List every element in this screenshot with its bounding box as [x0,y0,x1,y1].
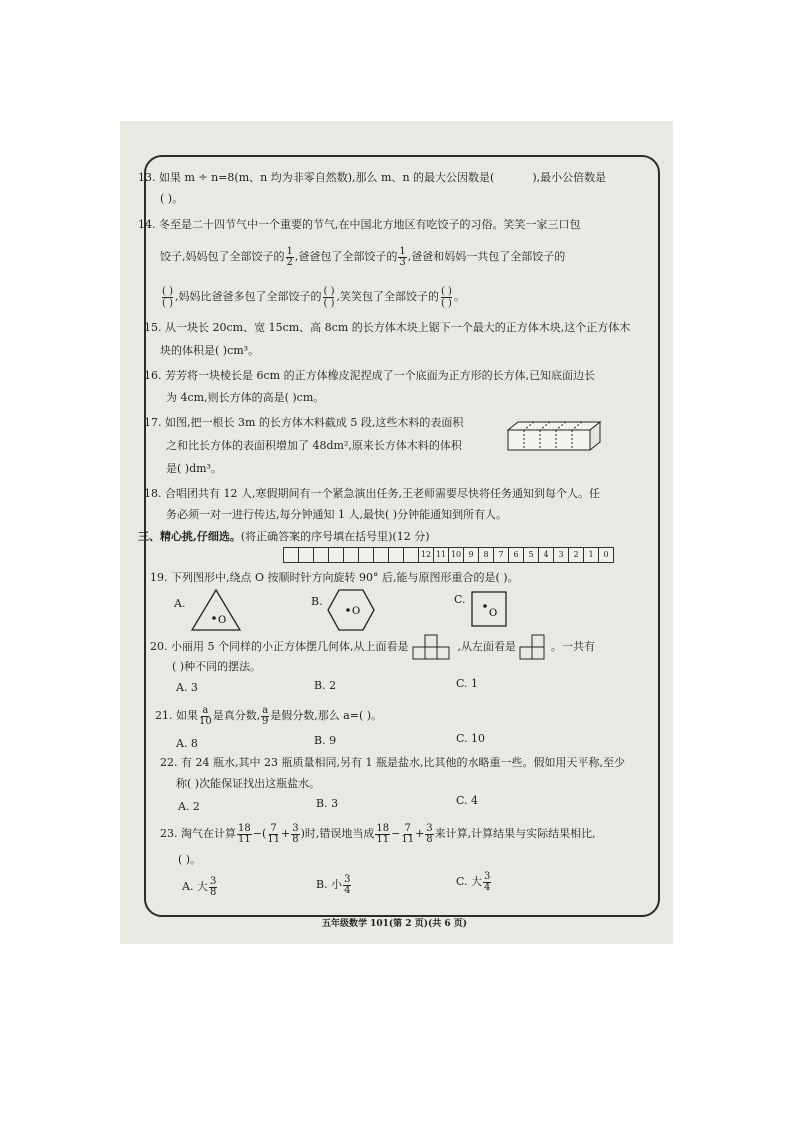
q13-line1: 13. 如果 m ÷ n=8(m、n 均为非零自然数),那么 m、n 的最大公因数是( [138,171,495,184]
answer-blank-fraction[interactable]: ( ) ( ) [162,285,173,309]
answer-blank-fraction[interactable]: ( ) ( ) [440,285,452,309]
q20-line2: ( )种不同的摆法。 [172,660,262,673]
answer-cell: 10 [448,547,464,563]
answer-cell [298,547,314,563]
q17-line3: 是( )dm³。 [166,462,222,475]
q16-line2: 为 4cm,则长方体的高是( )cm。 [166,391,325,404]
q13-line2: ( )。 [160,192,184,205]
q14-line3: ( ) ( ) ,妈妈比爸爸多包了全部饺子的 ( ) ( ) ,笑笑包了全部饺子的 ( ) ( ) 。 [162,285,465,309]
answer-cell [373,547,389,563]
q20-option-c[interactable]: C. 1 [456,677,479,690]
answer-cell: 4 [538,547,554,563]
q23-option-a[interactable]: A. 大 $\frac{3}{8}$ [182,875,217,898]
cuboid-wood-figure [506,420,602,452]
answer-cell: 12 [418,547,434,563]
fraction: $\frac{a}{10}$ [199,704,212,727]
q23-option-b[interactable]: B. 小 $\frac{3}{4}$ [316,873,351,896]
fraction: $\frac{18}{11}$ [238,822,251,845]
fraction: $\frac{18}{11}$ [376,822,390,845]
fraction: $\frac{3}{4}$ [484,870,491,893]
q23-stem: 23. 淘气在计算 $\frac{18}{11}$ −( $\frac{7}{11}$ + $\frac{3}{8}$ )时,错误地当成 $\frac{18}{11}$ − $\frac{7}{11}$ + $\frac{3}{8}$ 来计算,计算结果与实际结果相比, [160,822,596,845]
answer-cell: 7 [493,547,509,563]
answer-timer-cells [284,547,614,563]
q19-option-a-label[interactable]: A. [174,597,186,610]
answer-cell: 9 [463,547,479,563]
answer-cell: 11 [433,547,449,563]
q14-line2: 饺子,妈妈包了全部饺子的 $\frac{1}{2}$ ,爸爸包了全部饺子的 $\frac{1}{3}$ ,爸爸和妈妈一共包了全部饺子的 [160,245,566,268]
q17-line1: 17. 如图,把一根长 3m 的长方体木料截成 5 段,这些木料的表面积 [144,416,464,429]
fraction: $\frac{a}{9}$ [262,704,269,727]
q18-line2: 务必须一对一进行传达,每分钟通知 1 人,最快( )分钟能通知到所有人。 [166,508,508,521]
fraction: $\frac{3}{8}$ [292,822,299,845]
q15-line1: 15. 从一块长 20cm、宽 15cm、高 8cm 的长方体木块上锯下一个最大的正方体木块,这个正方体木 [144,321,631,334]
fraction: $\frac{1}{2}$ [286,245,293,268]
q22-line1: 22. 有 24 瓶水,其中 23 瓶质量相同,另有 1 瓶是盐水,比其他的水略重一些。假如用天平称,至少 [160,756,625,769]
fraction: $\frac{7}{11}$ [267,822,280,845]
q21-option-c[interactable]: C. 10 [456,732,486,745]
answer-cell: 1 [583,547,599,563]
answer-cell [328,547,344,563]
fraction: $\frac{7}{11}$ [401,822,415,845]
answer-cell: 5 [523,547,539,563]
q21-option-b[interactable]: B. 9 [314,734,337,747]
fraction: $\frac{3}{8}$ [426,822,433,845]
q19-stem: 19. 下列图形中,绕点 O 按顺时针方向旋转 90° 后,能与原图形重合的是( )。 [150,571,519,584]
fraction: $\frac{1}{3}$ [399,245,406,268]
q19-option-b-label[interactable]: B. [311,595,323,608]
q22-option-c[interactable]: C. 4 [456,794,479,807]
left-view-figure [519,634,547,660]
q16-line1: 16. 芳芳将一块棱长是 6cm 的正方体橡皮泥捏成了一个底面为正方形的长方体,已知底面边长 [144,369,596,382]
answer-blank-fraction[interactable]: ( ) ( ) [323,285,335,309]
section-3-heading: 三、精心挑,仔细选。(将正确答案的序号填在括号里)(12 分) [138,530,430,543]
answer-cell: 0 [598,547,614,563]
q18-line1: 18. 合唱团共有 12 人,寒假期间有一个紧急演出任务,王老师需要尽快将任务通知到每个人。任 [144,487,600,500]
hexagon-figure [326,588,376,632]
fraction: $\frac{3}{4}$ [344,873,351,896]
q23-line2: ( )。 [178,853,202,866]
top-view-figure [412,634,454,660]
q17-line2: 之和比长方体的表面积增加了 48dm²,原来长方体木料的体积 [166,439,462,452]
q20-option-b[interactable]: B. 2 [314,679,337,692]
question-13 [138,170,606,186]
q21-stem: 21. 如果 $\frac{a}{10}$ 是真分数, $\frac{a}{9}$ 是假分数,那么 a=( )。 [155,704,383,727]
q20-stem: 20. 小丽用 5 个同样的小正方体摆几何体,从上面看是 ,从左面看是 。一共有 [150,634,595,660]
q20-option-a[interactable]: A. 3 [176,681,198,694]
fraction: $\frac{3}{8}$ [209,875,217,898]
q21-option-a[interactable]: A. 8 [176,737,198,750]
q13-line1-end: ),最小公倍数是 [532,171,607,184]
answer-cell [313,547,329,563]
answer-cell [283,547,299,563]
page-footer: 五年级数学 101(第 2 页)(共 6 页) [322,919,468,929]
q22-line2: 称( )次能保证找出这瓶盐水。 [176,777,321,790]
answer-cell: 3 [553,547,569,563]
answer-cell: 2 [568,547,584,563]
point-o-label: O [489,608,498,619]
q22-option-a[interactable]: A. 2 [178,800,200,813]
answer-cell [358,547,374,563]
point-o-label: O [352,606,361,617]
q15-line2: 块的体积是( )cm³。 [160,344,260,357]
answer-cell [388,547,404,563]
answer-cell: 6 [508,547,524,563]
answer-cell [403,547,419,563]
triangle-figure [190,588,242,632]
square-figure [470,590,510,630]
q19-option-c-label[interactable]: C. [454,593,466,606]
answer-cell: 8 [478,547,494,563]
q14-line1: 14. 冬至是二十四节气中一个重要的节气,在中国北方地区有吃饺子的习俗。笑笑一家三口包 [138,218,581,231]
answer-cell [343,547,359,563]
q23-option-c[interactable]: C. 大 $\frac{3}{4}$ [456,870,491,893]
q22-option-b[interactable]: B. 3 [316,797,339,810]
point-o-label: O [218,615,227,626]
